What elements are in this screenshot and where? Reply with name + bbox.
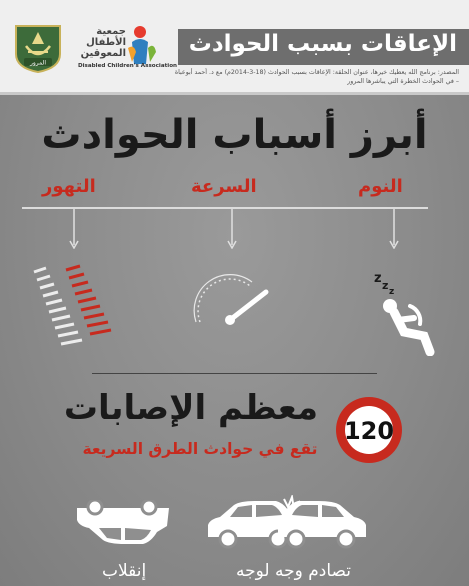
police-logo-text: المرور [29, 59, 47, 67]
title-band [178, 29, 469, 65]
svg-text:z: z [382, 279, 389, 292]
source-credit [159, 68, 459, 86]
sleeping-driver-icon [370, 262, 436, 356]
overturned-car-icon [73, 500, 173, 548]
causes-line [22, 207, 428, 209]
arrow-down-icon [227, 209, 237, 249]
arrow-down-icon [69, 209, 79, 249]
section-divider [92, 373, 377, 374]
association-name-en: Disabled Children's Association [78, 63, 178, 69]
arrow-down-icon [389, 209, 399, 249]
cause-label-speed: السرعة [191, 176, 257, 197]
speedometer-icon [190, 272, 270, 330]
causes-heading: أبرز أسباب الحوادث [41, 112, 428, 158]
injuries-subtitle: تقع في حوادث الطرق السريعة [82, 440, 318, 458]
svg-text:z: z [374, 271, 382, 286]
page-title: الإعاقات بسبب الحوادث [188, 31, 457, 57]
association-name-ar: جمعية الأطفال المعوقين [80, 26, 126, 59]
header-divider [0, 92, 469, 95]
cause-label-reckless: التهور [42, 176, 96, 197]
crash-type-label-rollover: إنقلاب [102, 561, 147, 581]
traffic-police-logo [10, 22, 66, 74]
speed-limit-value: 120 [343, 417, 395, 445]
cause-label-sleep: النوم [358, 176, 403, 197]
tire-skid-marks-icon [28, 262, 114, 350]
crash-type-label-head-on: تصادم وجه لوجه [236, 561, 351, 581]
head-on-collision-icon [204, 495, 370, 551]
speed-limit-sign-icon [334, 395, 404, 465]
source-line-2: – في الحوادث الخطرة التي يباشرها المرور [347, 78, 459, 85]
source-line-1: المصدر: برنامج الله يعطيك خيرها، عنوان الحلقة: الإعاقات بسبب الحوادث (18-3-2014م) مع د. أحمد أبوعباة [174, 69, 459, 76]
header [0, 0, 469, 95]
injuries-title: معظم الإصابات [63, 388, 318, 428]
svg-text:z: z [389, 287, 395, 297]
